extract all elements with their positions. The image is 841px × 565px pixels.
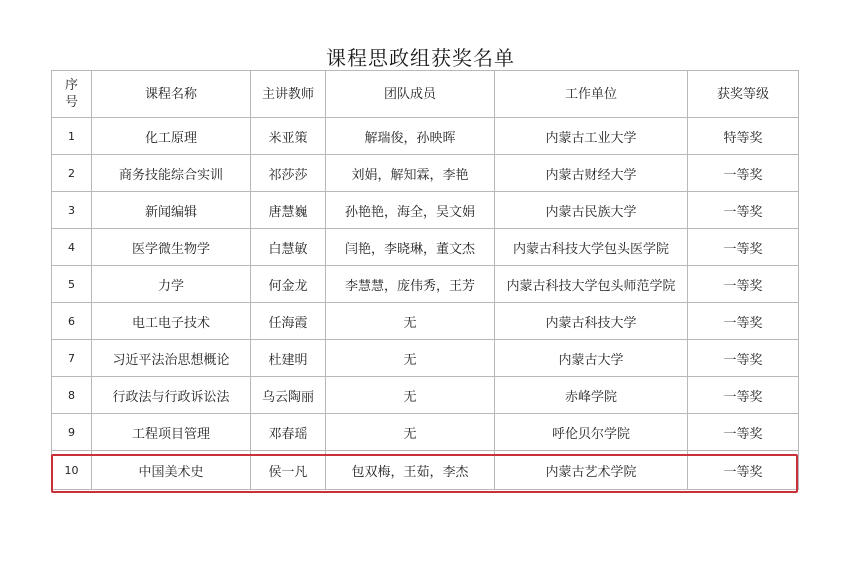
cell-num: 3 bbox=[52, 192, 92, 229]
table-row bbox=[52, 377, 799, 414]
cell-award: 一等奖 bbox=[688, 451, 799, 490]
cell-course: 习近平法治思想概论 bbox=[92, 340, 251, 377]
cell-num: 8 bbox=[52, 377, 92, 414]
cell-num: 5 bbox=[52, 266, 92, 303]
cell-course: 中国美术史 bbox=[92, 451, 251, 490]
cell-num: 9 bbox=[52, 414, 92, 451]
table-row bbox=[52, 155, 799, 192]
cell-num: 1 bbox=[52, 118, 92, 155]
cell-teacher: 邓春瑶 bbox=[251, 414, 326, 451]
cell-award: 一等奖 bbox=[688, 377, 799, 414]
table-row bbox=[52, 118, 799, 155]
cell-team: 刘娟，解知霖，李艳 bbox=[326, 155, 495, 192]
header-unit: 工作单位 bbox=[495, 71, 688, 118]
cell-unit: 内蒙古科技大学 bbox=[495, 303, 688, 340]
cell-unit: 内蒙古工业大学 bbox=[495, 118, 688, 155]
cell-team: 解瑞俊，孙映晖 bbox=[326, 118, 495, 155]
cell-unit: 呼伦贝尔学院 bbox=[495, 414, 688, 451]
cell-award: 一等奖 bbox=[688, 340, 799, 377]
cell-award: 一等奖 bbox=[688, 192, 799, 229]
cell-team: 无 bbox=[326, 414, 495, 451]
cell-course: 工程项目管理 bbox=[92, 414, 251, 451]
header-teacher: 主讲教师 bbox=[251, 71, 326, 118]
cell-teacher: 乌云陶丽 bbox=[251, 377, 326, 414]
cell-num: 10 bbox=[52, 451, 92, 490]
awards-table bbox=[51, 70, 799, 490]
header-award: 获奖等级 bbox=[688, 71, 799, 118]
cell-unit: 内蒙古科技大学包头师范学院 bbox=[495, 266, 688, 303]
cell-course: 商务技能综合实训 bbox=[92, 155, 251, 192]
table-row bbox=[52, 229, 799, 266]
cell-teacher: 何金龙 bbox=[251, 266, 326, 303]
cell-unit: 内蒙古艺术学院 bbox=[495, 451, 688, 490]
table-row bbox=[52, 192, 799, 229]
cell-course: 新闻编辑 bbox=[92, 192, 251, 229]
cell-course: 电工电子技术 bbox=[92, 303, 251, 340]
cell-course: 化工原理 bbox=[92, 118, 251, 155]
table-row bbox=[52, 266, 799, 303]
cell-award: 特等奖 bbox=[688, 118, 799, 155]
cell-award: 一等奖 bbox=[688, 303, 799, 340]
cell-team: 闫艳，李晓琳，董文杰 bbox=[326, 229, 495, 266]
cell-award: 一等奖 bbox=[688, 229, 799, 266]
table-row bbox=[52, 303, 799, 340]
header-course: 课程名称 bbox=[92, 71, 251, 118]
table-header-row bbox=[52, 71, 799, 118]
cell-teacher: 白慧敏 bbox=[251, 229, 326, 266]
cell-team: 孙艳艳，海全，吴文娟 bbox=[326, 192, 495, 229]
cell-teacher: 任海霞 bbox=[251, 303, 326, 340]
cell-teacher: 侯一凡 bbox=[251, 451, 326, 490]
cell-num: 2 bbox=[52, 155, 92, 192]
cell-unit: 内蒙古民族大学 bbox=[495, 192, 688, 229]
cell-teacher: 唐慧巍 bbox=[251, 192, 326, 229]
cell-course: 行政法与行政诉讼法 bbox=[92, 377, 251, 414]
cell-team: 无 bbox=[326, 340, 495, 377]
header-num: 序号 bbox=[52, 71, 92, 118]
cell-team: 包双梅，王茹，李杰 bbox=[326, 451, 495, 490]
cell-award: 一等奖 bbox=[688, 266, 799, 303]
table-row bbox=[52, 340, 799, 377]
cell-num: 4 bbox=[52, 229, 92, 266]
cell-team: 无 bbox=[326, 377, 495, 414]
cell-teacher: 杜建明 bbox=[251, 340, 326, 377]
cell-unit: 内蒙古财经大学 bbox=[495, 155, 688, 192]
cell-team: 李慧慧，庞伟秀，王芳 bbox=[326, 266, 495, 303]
cell-course: 力学 bbox=[92, 266, 251, 303]
cell-course: 医学微生物学 bbox=[92, 229, 251, 266]
cell-teacher: 米亚策 bbox=[251, 118, 326, 155]
cell-num: 6 bbox=[52, 303, 92, 340]
page-title: 课程思政组获奖名单 bbox=[326, 46, 515, 70]
cell-team: 无 bbox=[326, 303, 495, 340]
cell-teacher: 祁莎莎 bbox=[251, 155, 326, 192]
cell-unit: 内蒙古大学 bbox=[495, 340, 688, 377]
header-team: 团队成员 bbox=[326, 71, 495, 118]
table-row bbox=[52, 451, 799, 490]
cell-award: 一等奖 bbox=[688, 155, 799, 192]
cell-unit: 内蒙古科技大学包头医学院 bbox=[495, 229, 688, 266]
cell-award: 一等奖 bbox=[688, 414, 799, 451]
table-row bbox=[52, 414, 799, 451]
cell-num: 7 bbox=[52, 340, 92, 377]
cell-unit: 赤峰学院 bbox=[495, 377, 688, 414]
